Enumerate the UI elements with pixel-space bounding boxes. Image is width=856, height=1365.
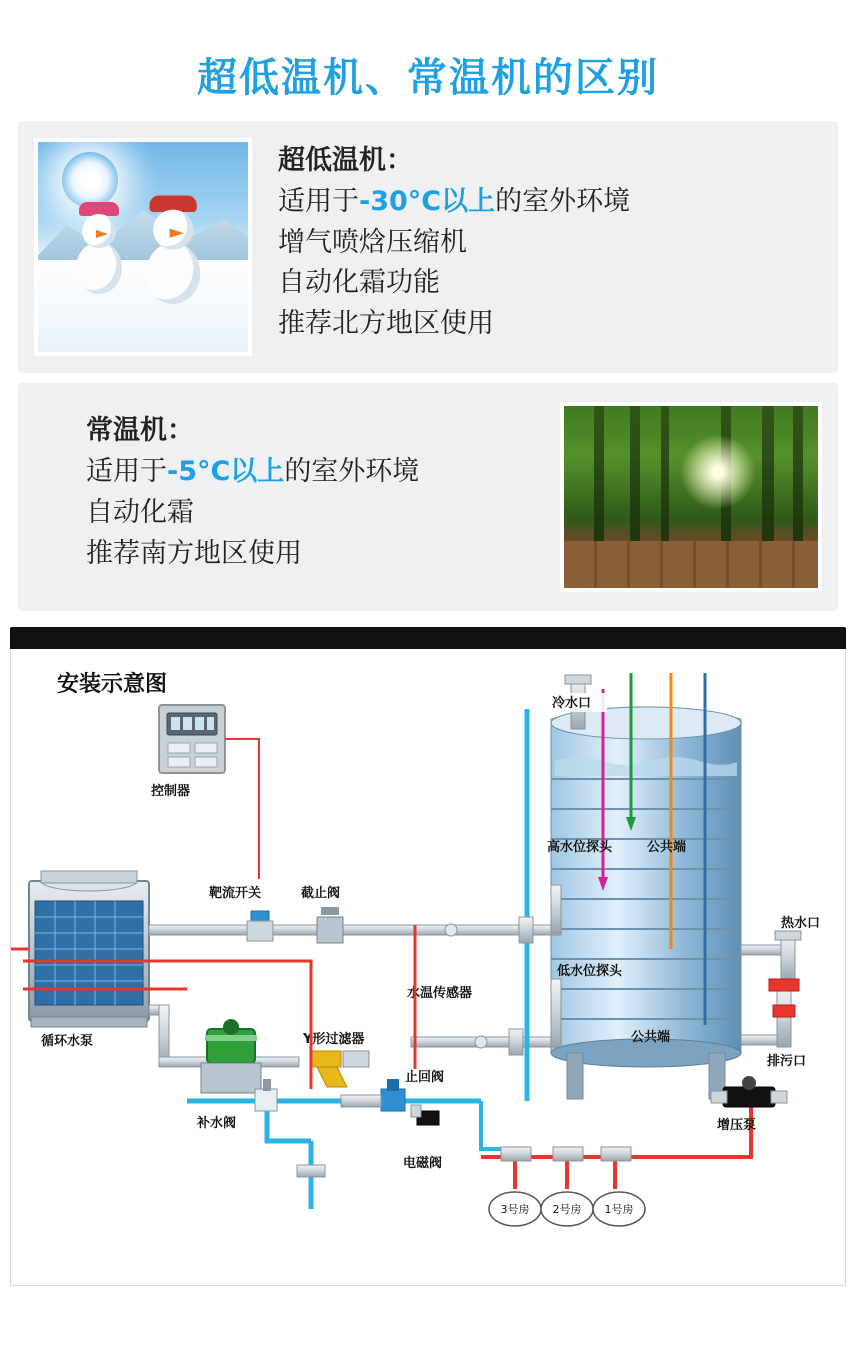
- room-node-2: [541, 1192, 593, 1226]
- snowman-small-icon: [76, 200, 122, 294]
- page-title: 超低温机、常温机的区别: [197, 55, 659, 101]
- drain-port: [741, 979, 799, 1047]
- label-y-filter: Y形过滤器: [303, 1032, 365, 1047]
- range-prefix: 适用于: [86, 456, 167, 488]
- diagram-top-bar: [10, 627, 846, 649]
- diagram-panel: [10, 649, 846, 1286]
- normal-temp-text: [34, 415, 419, 579]
- ultra-low-temp-line-3: 增气喷焓压缩机: [278, 226, 467, 258]
- ultra-low-temp-text: [252, 145, 630, 350]
- label-common-terminal-top: 公共端: [647, 840, 687, 855]
- snowman-large-icon: [146, 193, 200, 304]
- cold-water-pipes-2: [481, 1101, 531, 1149]
- label-low-level-probe: 低水位探头: [557, 964, 623, 979]
- normal-temp-heading: 常温机：: [86, 415, 194, 447]
- label-water-temp-sensor: 水温传感器: [407, 986, 473, 1001]
- normal-temp-line-4: 推荐南方地区使用: [86, 537, 302, 569]
- snow-ground: [38, 260, 248, 352]
- label-flow-switch: 靶流开关: [209, 886, 262, 901]
- wood-planks: [564, 541, 818, 588]
- flow-switch-valve[interactable]: [247, 911, 273, 941]
- ultra-low-temp-line-5: 推荐北方地区使用: [278, 308, 494, 340]
- label-common-terminal-bottom: 公共端: [631, 1030, 671, 1045]
- range-value: -5°C以上: [167, 456, 285, 488]
- circulation-pump-motor: [201, 1019, 261, 1093]
- label-high-level-probe: 高水位探头: [547, 840, 613, 855]
- range-prefix: 适用于: [278, 185, 359, 217]
- label-check-valve: 止回阀: [405, 1070, 445, 1085]
- label-stop-valve: 截止阀: [301, 886, 341, 901]
- controller-wire: [225, 739, 259, 879]
- label-hot-water-port: 热水口: [781, 916, 821, 931]
- label-controller: 控制器: [151, 784, 191, 799]
- normal-temp-line-3: 自动化霜: [86, 497, 194, 528]
- room-distribution-pipes: [481, 1099, 751, 1189]
- normal-temp-range-line: [86, 456, 419, 489]
- installation-diagram-section: [0, 627, 856, 1296]
- sun-glow-icon: [681, 435, 755, 509]
- room-pipe-fittings: [501, 1147, 631, 1161]
- label-cold-water-port: 冷水口: [552, 696, 592, 711]
- label-drain-port: 排污口: [767, 1054, 807, 1069]
- comparison-card-ultra-low-temp: [18, 121, 838, 373]
- ultra-low-temp-range-line: [278, 186, 630, 219]
- snowmen-winter-photo: [34, 138, 252, 356]
- stop-valve[interactable]: [317, 907, 343, 943]
- label-makeup-valve: 补水阀: [197, 1116, 237, 1131]
- forest-sunlight-photo: [560, 402, 822, 592]
- cold-water-pipes: [187, 709, 527, 1209]
- y-filter: [311, 1051, 369, 1087]
- check-valve[interactable]: [381, 1079, 405, 1111]
- hot-water-port: [741, 931, 801, 981]
- ultra-low-temp-line-4: 自动化霜功能: [278, 267, 440, 299]
- room-node-1: [593, 1192, 645, 1226]
- label-circulation-pump: 循环水泵: [41, 1034, 94, 1049]
- heat-pump-unit: [29, 871, 149, 1027]
- room-label-3: 3号房: [500, 1203, 530, 1216]
- comparison-card-normal-temp: [18, 383, 838, 611]
- label-booster-pump: 增压泵: [717, 1118, 757, 1133]
- room-label-2: 2号房: [552, 1203, 582, 1216]
- room-node-3: [489, 1192, 541, 1226]
- label-solenoid-valve: 电磁阀: [403, 1156, 443, 1171]
- comparison-section: [0, 121, 856, 611]
- mountain-shape: [34, 196, 252, 266]
- range-suffix: 的室外环境: [284, 456, 420, 488]
- system-schematic: [11, 649, 845, 1285]
- ultra-low-temp-heading: 超低温机：: [278, 144, 413, 176]
- solenoid-valve[interactable]: [411, 1105, 439, 1125]
- range-suffix: 的室外环境: [495, 185, 631, 217]
- room-label-1: 1号房: [604, 1203, 634, 1216]
- diagram-title: 安装示意图: [57, 672, 168, 697]
- range-value: -30°C以上: [359, 185, 496, 217]
- controller-device: [159, 705, 225, 773]
